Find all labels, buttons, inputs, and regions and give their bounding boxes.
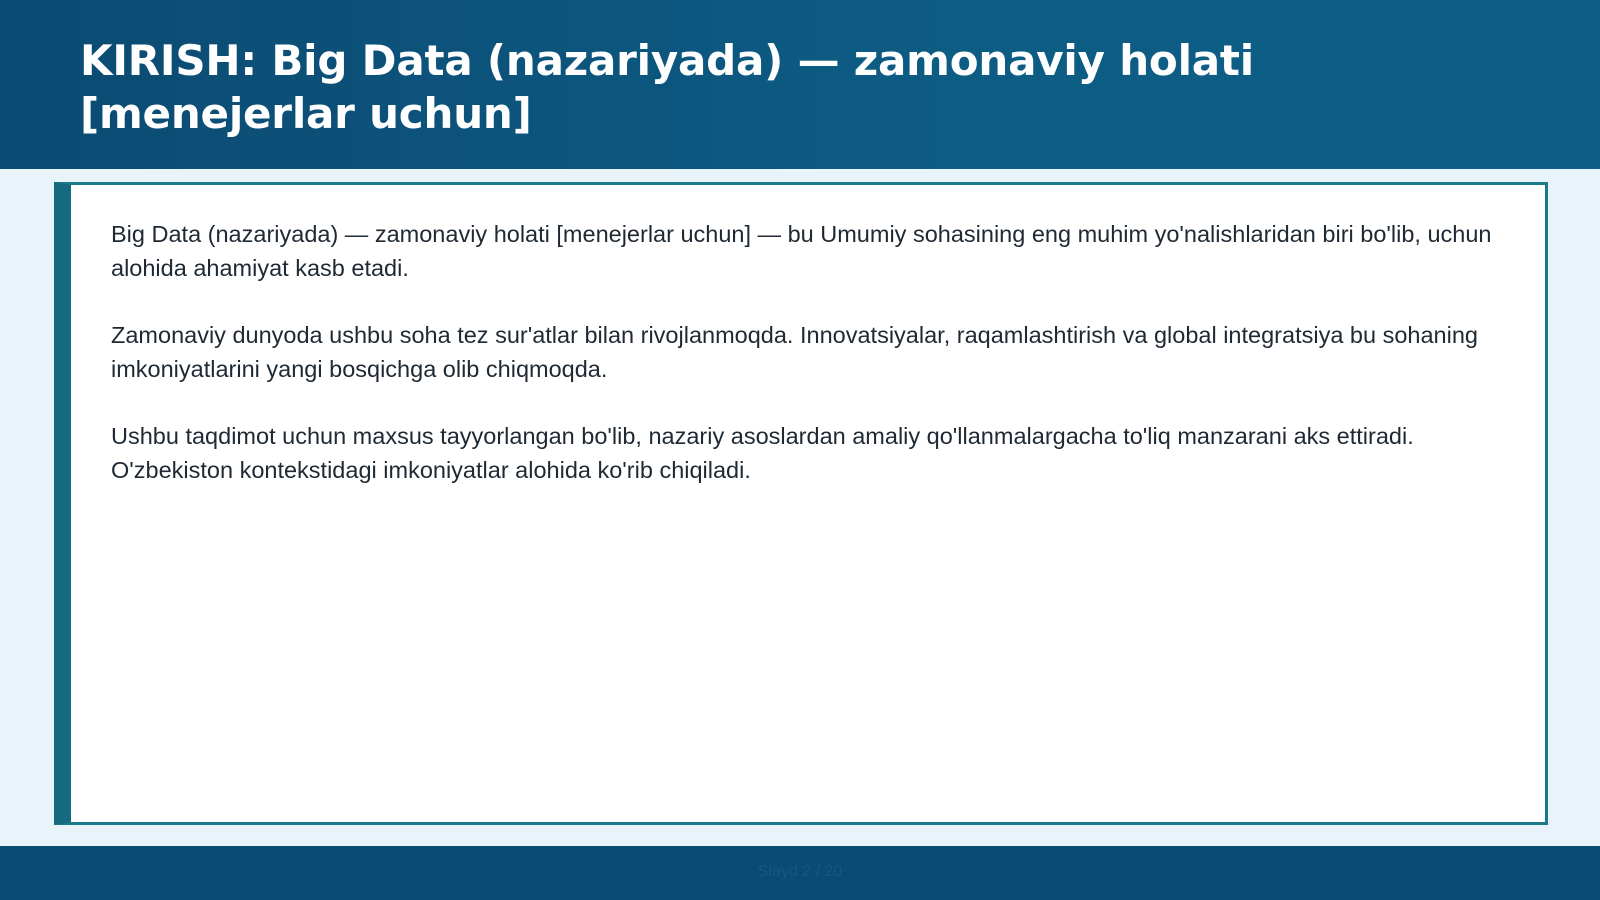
slide-footer bbox=[0, 846, 1600, 900]
slide-title: KIRISH: Big Data (nazariyada) — zamonaviy holati [menejerlar uchun] bbox=[80, 36, 1254, 138]
content-card bbox=[54, 182, 1548, 825]
paragraph-intro: Big Data (nazariyada) — zamonaviy holati [menejerlar uchun] — bu Umumiy sohasining eng muhim yo'nalishlaridan biri bo'lib, uchun alohida ahamiyat kasb etadi. bbox=[111, 221, 1492, 281]
paragraph-modern-world: Zamonaviy dunyoda ushbu soha tez sur'atlar bilan rivojlanmoqda. Innovatsiyalar, raqamlashtirish va global integratsiya bu sohaning imkoniyatlarini yangi bosqichga olib chiqmoqda. bbox=[111, 322, 1478, 382]
slide-header bbox=[0, 0, 1600, 169]
slide-number: Slayd 2 / 20 bbox=[757, 863, 843, 880]
paragraph-presentation-purpose: Ushbu taqdimot uchun maxsus tayyorlangan bo'lib, nazariy asoslardan amaliy qo'llanmalargacha to'liq manzarani aks ettiradi. O'zbekiston kontekstidagi imkoniyatlar alohida ko'rib chiqiladi. bbox=[111, 423, 1414, 483]
